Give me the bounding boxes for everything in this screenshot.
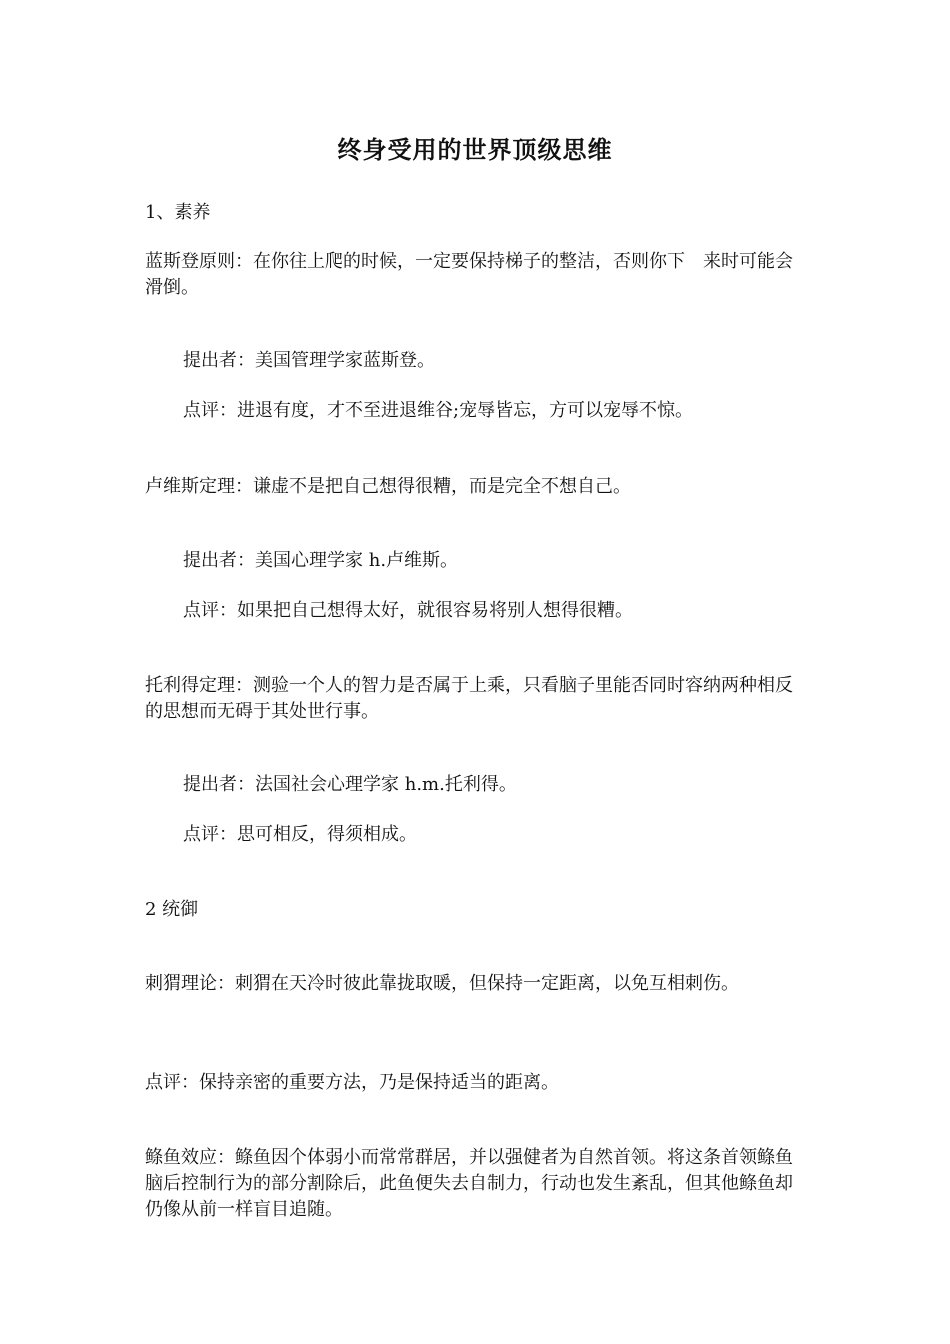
- section-heading-tongyu: 2 统御: [145, 899, 199, 920]
- paragraph-lansideng-comment: 点评：进退有度，才不至进退维谷;宠辱皆忘，方可以宠辱不惊。: [183, 400, 694, 421]
- paragraph-hedgehog-theory: 刺猬理论：刺猬在天冷时彼此靠拢取暖，但保持一定距离，以免互相刺伤。: [145, 973, 739, 994]
- paragraph-tuolide-proposer: 提出者：法国社会心理学家 h.m.托利得。: [183, 774, 517, 795]
- paragraph-luweisi-proposer: 提出者：美国心理学家 h.卢维斯。: [183, 550, 459, 571]
- paragraph-tuolide-theorem: 托利得定理：测验一个人的智力是否属于上乘，只看脑子里能否同时容纳两种相反的思想而无碍于其处世行事。: [145, 675, 793, 722]
- paragraph-hedgehog-comment: 点评：保持亲密的重要方法，乃是保持适当的距离。: [145, 1072, 559, 1093]
- paragraph-luweisi-comment: 点评：如果把自己想得太好，就很容易将别人想得很糟。: [183, 600, 633, 621]
- paragraph-lansideng-principle: 蓝斯登原则：在你往上爬的时候，一定要保持梯子的整洁，否则你下 来时可能会滑倒。: [145, 251, 793, 298]
- paragraph-luweisi-theorem: 卢维斯定理：谦虚不是把自己想得很糟，而是完全不想自己。: [145, 476, 631, 497]
- paragraph-minnow-effect: 鲦鱼效应：鲦鱼因个体弱小而常常群居，并以强健者为自然首领。将这条首领鲦鱼脑后控制行为的部分割除后，此鱼便失去自制力，行动也发生紊乱，但其他鲦鱼却仍像从前一样盲目追随。: [145, 1147, 793, 1220]
- document-title: 终身受用的世界顶级思维: [337, 135, 613, 164]
- paragraph-tuolide-comment: 点评：思可相反，得须相成。: [183, 824, 417, 845]
- section-heading-suyang: 1、素养: [145, 202, 211, 223]
- paragraph-lansideng-proposer: 提出者：美国管理学家蓝斯登。: [183, 350, 435, 371]
